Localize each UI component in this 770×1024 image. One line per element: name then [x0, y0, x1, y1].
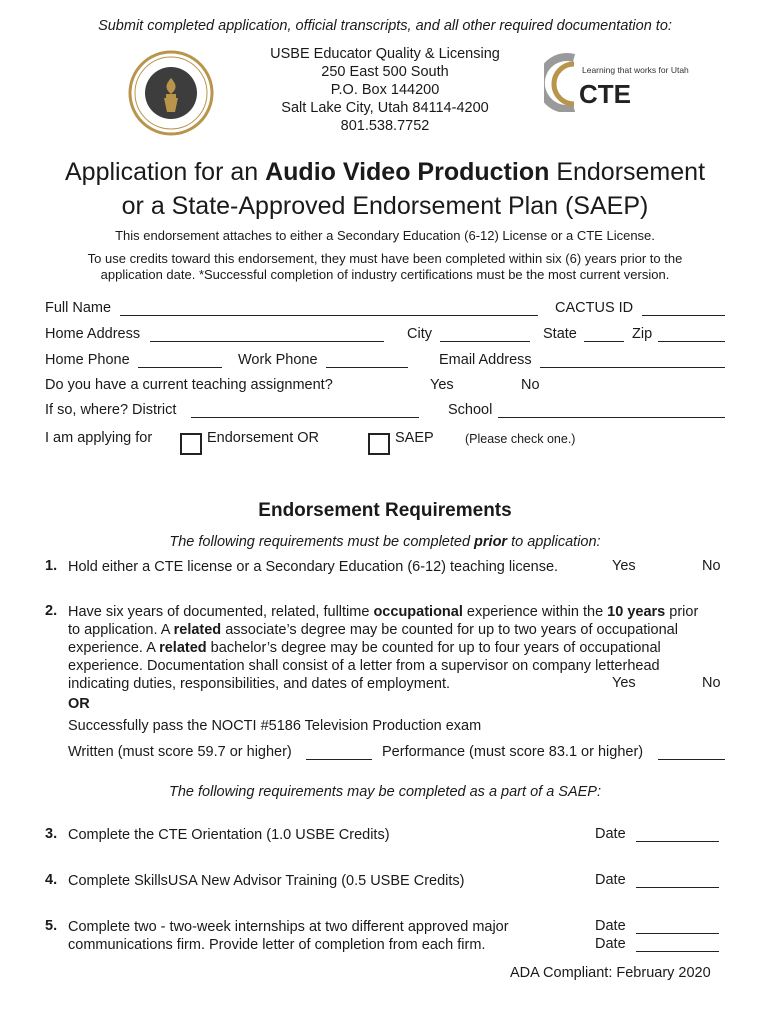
- home-phone-label: Home Phone: [45, 352, 130, 368]
- intro-line-2: To use credits toward this endorsement, they must have been completed within six (6) years prior to the: [87, 251, 683, 266]
- req-2-text: Have six years of documented, related, fulltime occupational experience within the 10 years prior to application. A related associate’s degree may be counted for up to two years of occupational experience. A related bachelor’s degree may be counted for up to four years of occupational experience. Documentation shall consist of a letter from a supervisor on company letterhead indicating duties, responsibilities, and dates of employment.: [68, 604, 699, 692]
- or-separator: OR: [68, 696, 90, 712]
- intro-line-1: This endorsement attaches to either a Secondary Education (6-12) License or a CTE License.: [115, 228, 655, 243]
- saep-checkbox[interactable]: [368, 433, 390, 455]
- req-1-yes[interactable]: Yes: [612, 558, 636, 574]
- prior-note: The following requirements must be completed prior to application:: [169, 534, 601, 550]
- teaching-question: Do you have a current teaching assignment?: [45, 377, 333, 393]
- endorsement-name: Audio Video Production: [265, 158, 550, 186]
- work-phone-field[interactable]: [326, 355, 408, 368]
- mailing-address: [245, 45, 525, 135]
- req-3-text: Complete the CTE Orientation (1.0 USBE Credits): [68, 827, 390, 843]
- address-line-2: 250 East 500 South: [321, 64, 449, 80]
- req-3-date-field[interactable]: [636, 829, 719, 842]
- performance-score-field[interactable]: [658, 747, 725, 760]
- applying-for-label: I am applying for: [45, 430, 153, 446]
- written-score-field[interactable]: [306, 747, 372, 760]
- performance-score-label: Performance (must score 83.1 or higher): [382, 744, 644, 760]
- school-label: School: [448, 402, 493, 418]
- city-label: City: [407, 326, 432, 342]
- intro-line-3: application date. *Successful completion of industry certifications must be the most current version.: [100, 267, 670, 282]
- req-1-text: Hold either a CTE license or a Secondary Education (6-12) teaching license.: [68, 559, 559, 575]
- address-line-3: P.O. Box 144200: [330, 82, 440, 98]
- saep-option-label: SAEP: [395, 430, 434, 446]
- req-5-date-label-2: Date: [595, 936, 626, 952]
- school-field[interactable]: [498, 405, 725, 418]
- req-5-number: 5.: [45, 918, 58, 934]
- work-phone-label: Work Phone: [238, 352, 318, 368]
- district-field[interactable]: [191, 405, 419, 418]
- cactus-id-label: CACTUS ID: [555, 300, 634, 316]
- check-one-note: (Please check one.): [465, 432, 576, 446]
- zip-field[interactable]: [658, 329, 725, 342]
- req-2-number: 2.: [45, 603, 58, 619]
- cactus-id-field[interactable]: [642, 303, 725, 316]
- req-5-date-field-2[interactable]: [636, 939, 719, 952]
- ada-compliance-note: ADA Compliant: February 2020: [510, 965, 711, 981]
- req-2-yes[interactable]: Yes: [612, 675, 636, 691]
- req-3-date-label: Date: [595, 826, 626, 842]
- state-label: State: [543, 326, 577, 342]
- req-5-date-field-1[interactable]: [636, 921, 719, 934]
- saep-note: The following requirements may be completed as a part of a SAEP:: [169, 784, 601, 800]
- cte-logo: [544, 52, 694, 112]
- cte-wordmark: CTE: [579, 79, 631, 109]
- req-3-number: 3.: [45, 826, 58, 842]
- req-5-date-label-1: Date: [595, 918, 626, 934]
- endorsement-checkbox[interactable]: [180, 433, 202, 455]
- page-title: Application for an Audio Video Production Endorsement: [64, 158, 706, 186]
- req-1-number: 1.: [45, 558, 58, 574]
- usbe-seal-logo: [128, 50, 214, 136]
- teaching-yes[interactable]: Yes: [430, 377, 454, 393]
- home-address-label: Home Address: [45, 326, 141, 342]
- email-label: Email Address: [439, 352, 532, 368]
- cte-tagline: Learning that works for Utah: [582, 65, 689, 75]
- submit-instructions: Submit completed application, official transcripts, and all other required documentation to:: [98, 18, 672, 34]
- page-subtitle: or a State-Approved Endorsement Plan (SAEP): [121, 192, 649, 220]
- req-4-number: 4.: [45, 872, 58, 888]
- email-field[interactable]: [540, 355, 725, 368]
- teaching-no[interactable]: No: [521, 377, 540, 393]
- req-2-no[interactable]: No: [702, 675, 721, 691]
- address-line-4: Salt Lake City, Utah 84114-4200: [281, 100, 489, 116]
- req-4-date-field[interactable]: [636, 875, 719, 888]
- req-4-date-label: Date: [595, 872, 626, 888]
- endorsement-option-label: Endorsement OR: [207, 430, 320, 446]
- full-name-field[interactable]: [120, 303, 538, 316]
- district-label: If so, where? District: [45, 402, 177, 418]
- home-phone-field[interactable]: [138, 355, 222, 368]
- req-1-no[interactable]: No: [702, 558, 721, 574]
- req-5-text: Complete two - two-week internships at two different approved major communications firm. Provide letter of completion from each firm.: [68, 919, 509, 953]
- nocti-exam-text: Successfully pass the NOCTI #5186 Television Production exam: [68, 718, 482, 734]
- state-field[interactable]: [584, 329, 624, 342]
- full-name-label: Full Name: [45, 300, 112, 316]
- home-address-field[interactable]: [150, 329, 384, 342]
- address-line-5: 801.538.7752: [340, 118, 430, 134]
- req-4-text: Complete SkillsUSA New Advisor Training (0.5 USBE Credits): [68, 873, 465, 889]
- zip-label: Zip: [632, 326, 653, 342]
- requirements-heading: Endorsement Requirements: [258, 500, 512, 521]
- city-field[interactable]: [440, 329, 530, 342]
- address-line-1: USBE Educator Quality & Licensing: [270, 46, 500, 62]
- written-score-label: Written (must score 59.7 or higher): [68, 744, 292, 760]
